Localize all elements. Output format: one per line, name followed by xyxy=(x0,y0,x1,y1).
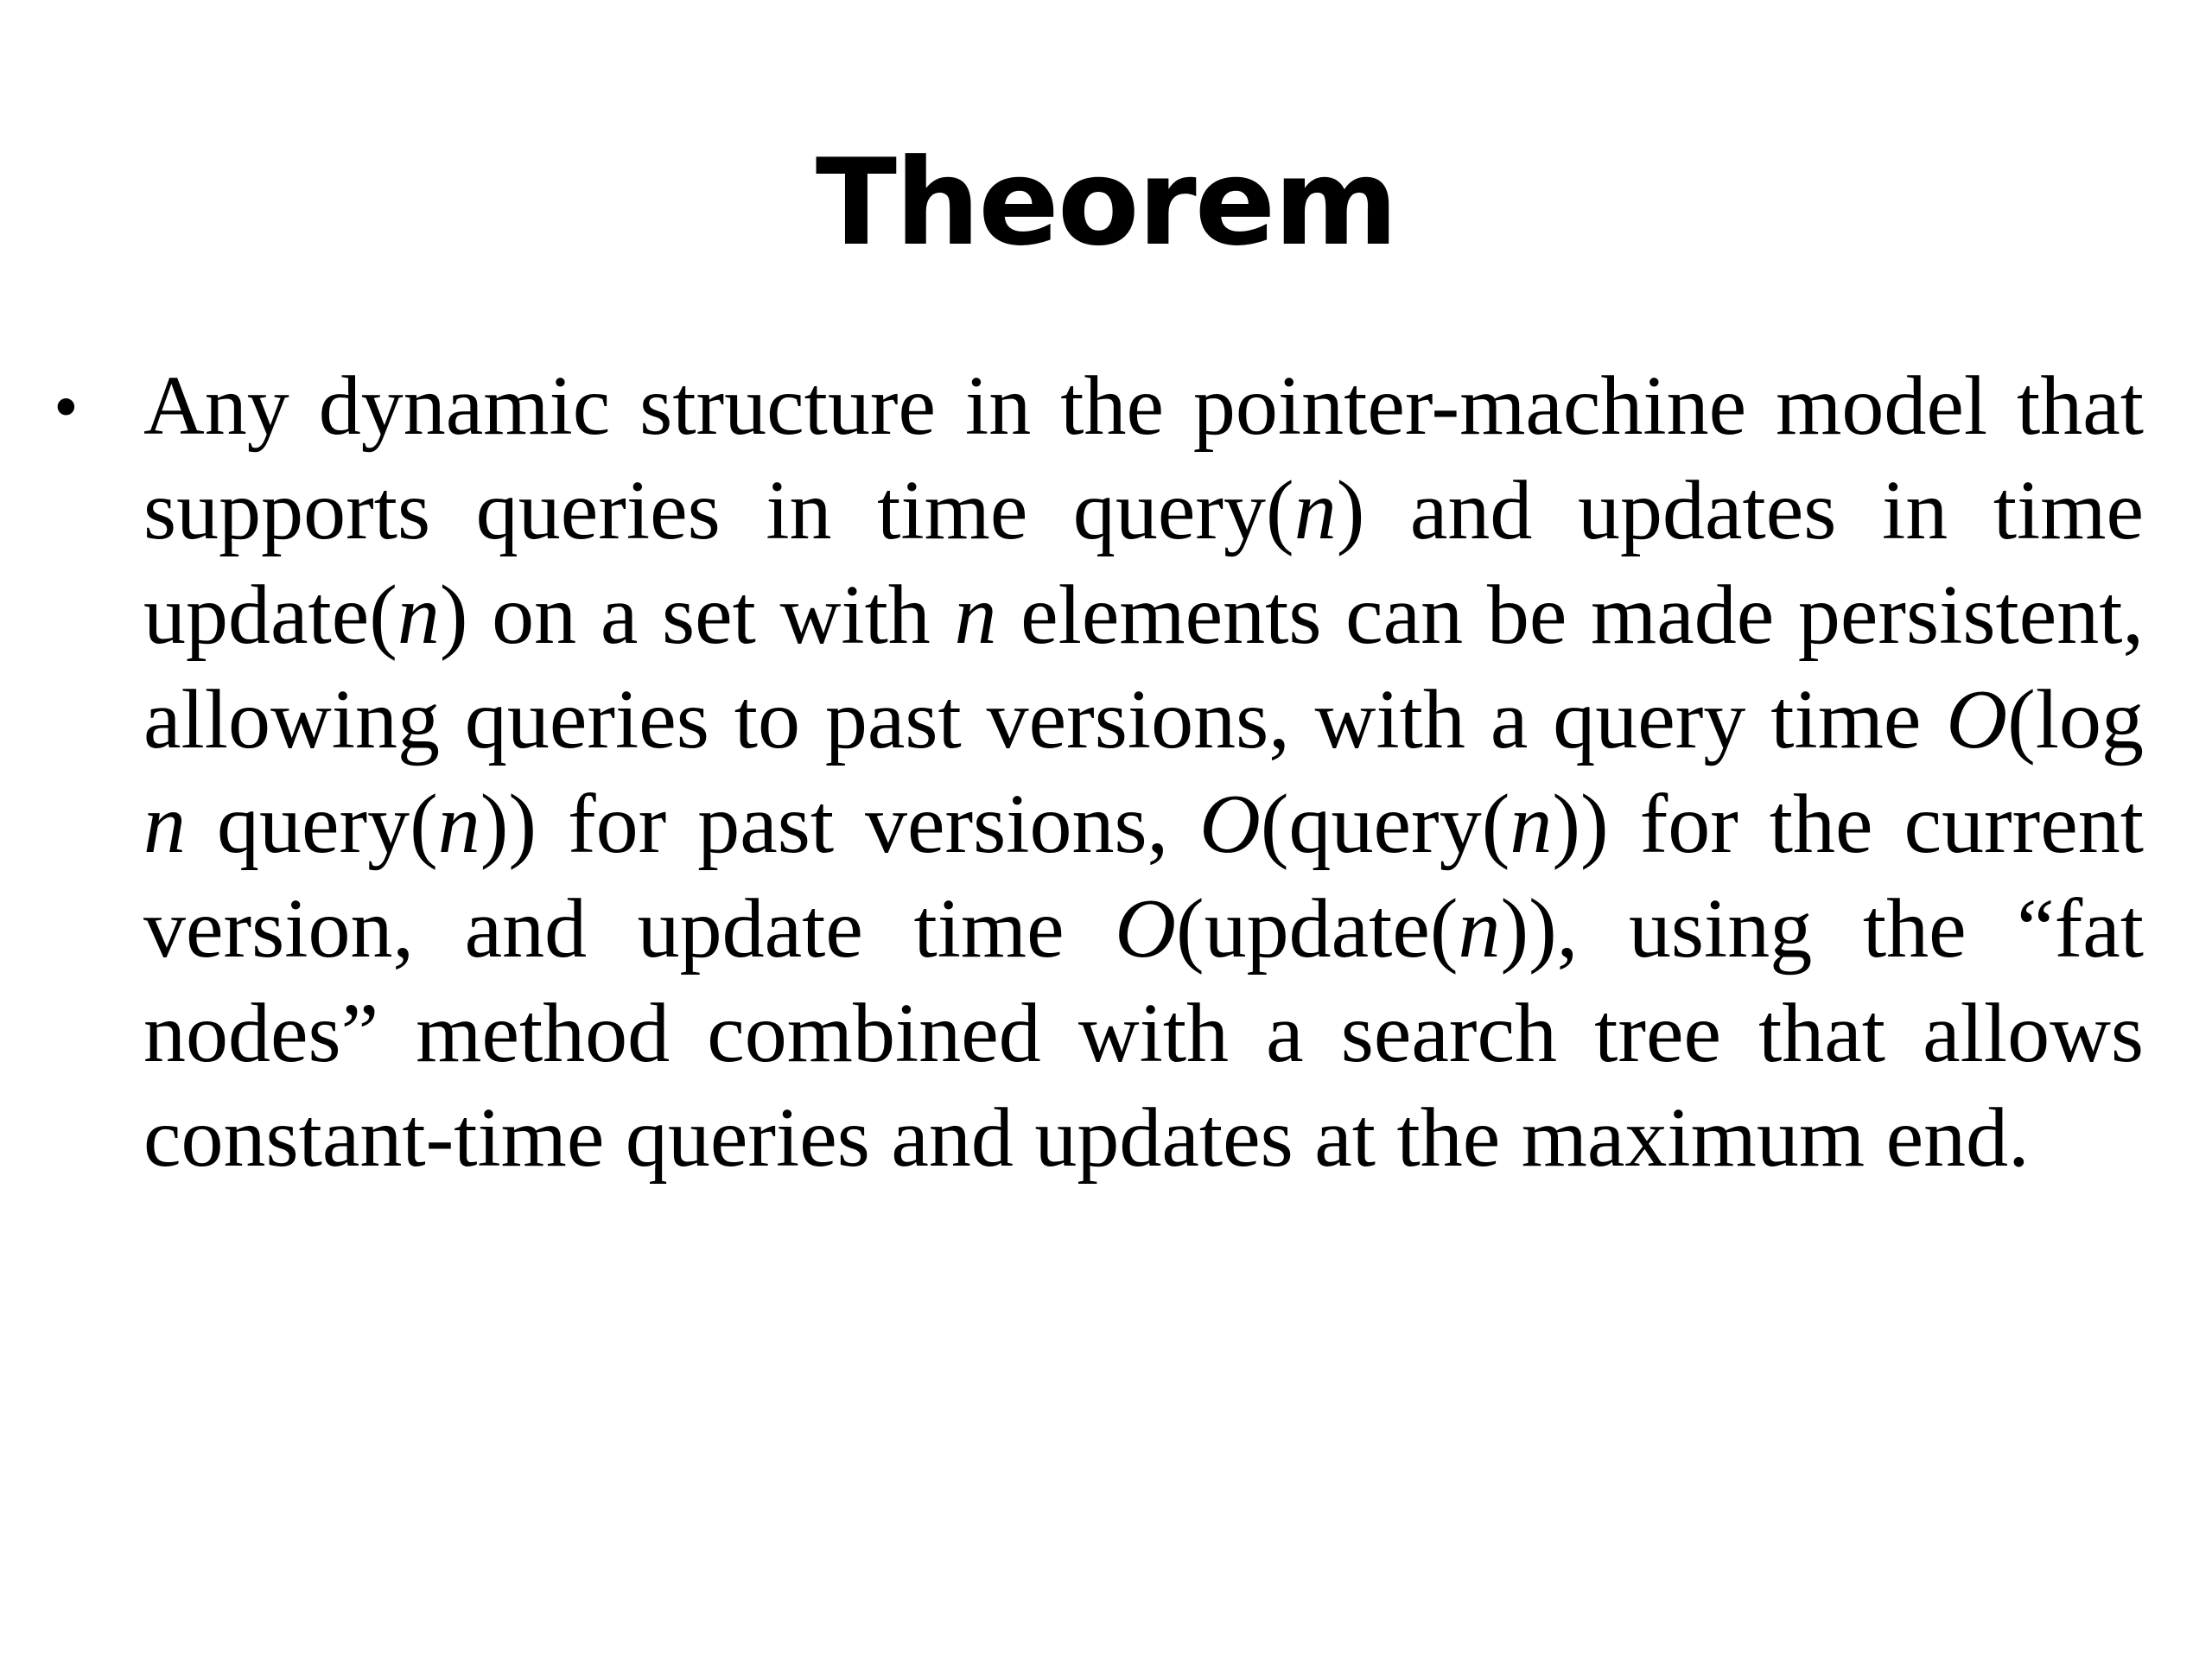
math-variable: n xyxy=(1510,778,1553,871)
math-variable: n xyxy=(954,569,997,662)
theorem-statement xyxy=(143,354,2144,1191)
big-o-symbol: O xyxy=(1199,778,1261,871)
text-segment: )) for the current version, and update time xyxy=(143,778,2144,976)
bullet-marker: • xyxy=(54,367,79,446)
text-segment: Any dynamic structure in the pointer-machine model that supports queries in time query( xyxy=(143,359,2144,557)
text-segment: ) on a set with xyxy=(439,569,955,662)
math-variable: n xyxy=(397,569,440,662)
math-variable: n xyxy=(1294,464,1337,557)
text-segment: (log xyxy=(2007,673,2144,766)
text-segment: (query( xyxy=(1260,778,1510,871)
text-segment: query( xyxy=(186,778,438,871)
math-variable: n xyxy=(437,778,480,871)
math-variable: n xyxy=(1458,882,1501,976)
big-o-symbol: O xyxy=(1115,882,1177,976)
text-segment: )), using the “fat nodes” method combined with a search tree that allows constant-time queries and updates at the maximum end. xyxy=(143,882,2145,1185)
text-segment: )) for past versions, xyxy=(480,778,1200,871)
big-o-symbol: O xyxy=(1946,673,2008,766)
text-segment: (update( xyxy=(1176,882,1459,976)
text-segment: ) and updates in time update( xyxy=(143,464,2144,662)
math-variable: n xyxy=(143,778,186,871)
slide-title: Theorem xyxy=(815,133,1397,272)
text-segment: elements can be made persistent, allowing queries to past versions, with a query time xyxy=(143,569,2144,766)
